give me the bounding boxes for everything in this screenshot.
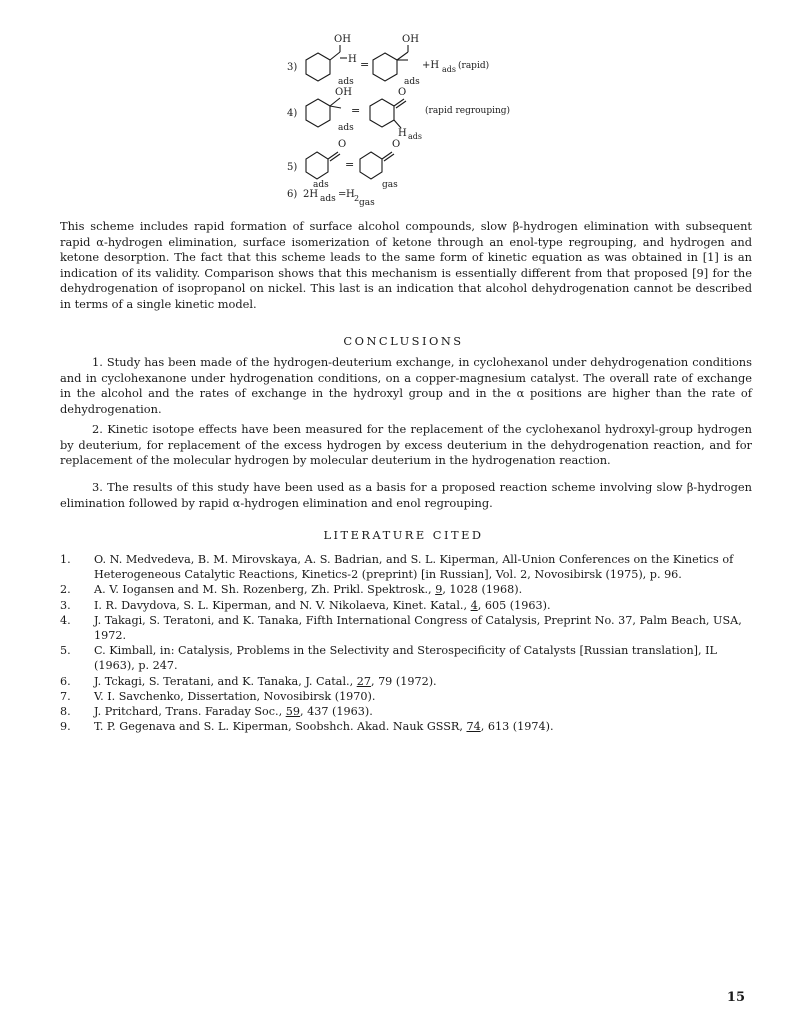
- hydrogen-label: 2H: [303, 189, 319, 200]
- oxygen-label: O: [392, 139, 401, 150]
- equals-sign: =: [351, 104, 361, 117]
- reference-item: [60, 674, 752, 689]
- cyclohexane-ring: [373, 53, 397, 81]
- reference-item: [60, 613, 752, 643]
- reaction-note: (rapid): [458, 61, 490, 71]
- volume-number: 59: [285, 705, 300, 719]
- reference-number: 6.: [60, 674, 71, 688]
- reference-text: J. Takagi, S. Teratoni, and K. Tanaka, Fifth International Congress of Catalysis, Preprint No. 37, Palm Beach, USA, 1972.: [94, 613, 742, 643]
- plus-hydrogen: +H: [422, 60, 440, 71]
- oxygen-label: O: [338, 139, 347, 150]
- conclusions-heading: CONCLUSIONS: [343, 334, 464, 348]
- volume-number: 4: [470, 598, 478, 612]
- reference-text: A. V. Iogansen and M. Sh. Rozenberg, Zh. Prikl. Spektrosk., 9, 1028 (1968).: [94, 583, 523, 597]
- reference-number: 4.: [60, 613, 71, 627]
- reaction-number: 6): [287, 189, 298, 200]
- cyclohexane-ring: [360, 152, 382, 179]
- volume-number: 27: [356, 674, 371, 688]
- ads-subscript: ads: [408, 132, 422, 141]
- reference-text: J. Pritchard, Trans. Faraday Soc., 59, 437 (1963).: [94, 705, 373, 719]
- hydrogen-label: H: [348, 54, 357, 65]
- hydroxyl-label: OH: [334, 34, 351, 45]
- volume-number: 9: [435, 583, 443, 597]
- reference-number: 3.: [60, 598, 71, 612]
- hydrogen-label: H: [398, 128, 407, 139]
- reference-item: [60, 598, 752, 613]
- cyclohexane-ring: [370, 99, 394, 127]
- equals-sign: =: [345, 158, 355, 171]
- gas-subscript: gas: [382, 180, 398, 190]
- ads-subscript: ads: [404, 77, 420, 87]
- equals-sign: =: [338, 189, 347, 200]
- reaction-note: (rapid regrouping): [425, 106, 511, 116]
- reference-text: C. Kimball, in: Catalysis, Problems in the Selectivity and Sterospecificity of Catalysts [Russian translation], IL (1963), p. 247.: [94, 644, 717, 673]
- reaction-number: 4): [287, 108, 298, 119]
- equals-sign: =: [360, 58, 370, 71]
- reference-number: 5.: [60, 644, 71, 658]
- volume-number: 74: [466, 720, 481, 734]
- gas-subscript: gas: [359, 198, 375, 208]
- reaction-scheme: [0, 0, 807, 215]
- body-paragraph: This scheme includes rapid formation of surface alcohol compounds, slow β-hydrogen elimination with subsequent rapid α-hydrogen elimination, surface isomerization of ketone through an enol-type regrouping, and hydrogen and ketone desorption. The fact that this scheme leads to the same form of kinetic equation as was obtained in [1] is an indication of its validity. Comparison shows that this mechanism is essentially different from that proposed [9] for the dehydrogenation of isopropanol on nickel. This last is an indication that alcohol dehydrogenation cannot be described in terms of a single kinetic model.: [60, 219, 752, 311]
- reference-text: T. P. Gegenava and S. L. Kiperman, Soobshch. Akad. Nauk GSSR, 74, 613 (1974).: [94, 720, 554, 734]
- cyclohexane-ring: [306, 99, 330, 127]
- reaction-number: 3): [287, 62, 298, 73]
- reference-number: 2.: [60, 583, 71, 597]
- reference-text: J. Tckagi, S. Teratani, and K. Tanaka, J. Catal., 27, 79 (1972).: [94, 674, 437, 688]
- reference-item: [60, 552, 752, 582]
- cyclohexane-ring: [306, 152, 328, 179]
- reference-number: 7.: [60, 689, 71, 703]
- ads-subscript: ads: [442, 65, 456, 74]
- ads-subscript: ads: [338, 123, 354, 133]
- cyclohexane-ring: [306, 53, 330, 81]
- reference-text: I. R. Davydova, S. L. Kiperman, and N. V. Nikolaeva, Kinet. Katal., 4, 605 (1963).: [94, 598, 551, 612]
- reference-number: 1.: [60, 553, 71, 566]
- reference-list: [60, 552, 752, 734]
- reaction-number: 5): [287, 162, 298, 173]
- reference-text: V. I. Savchenko, Dissertation, Novosibirsk (1970).: [94, 689, 376, 703]
- reference-item: [60, 582, 752, 597]
- reference-number: 8.: [60, 705, 71, 719]
- hydroxyl-label: OH: [402, 34, 419, 45]
- conclusion-paragraph: 1. Study has been made of the hydrogen-deuterium exchange, in cyclohexanol under dehydrogenation conditions and in cyclohexanone under hydrogenation conditions, on a copper-magnesium catalyst. The overall rate of exchange in the alcohol and the rates of exchange in the hydroxyl group and in the α positions are higher than the rate of dehydrogenation.: [60, 355, 752, 416]
- subscript-two: 2: [354, 194, 360, 203]
- ads-subscript: ads: [320, 194, 336, 204]
- reference-item: [60, 689, 752, 704]
- literature-heading: LITERATURE CITED: [323, 528, 484, 542]
- ads-subscript: ads: [338, 77, 354, 87]
- reference-text: O. N. Medvedeva, B. M. Mirovskaya, A. S. Badrian, and S. L. Kiperman, All-Union Conferences on the Kinetics of Heterogeneous Catalytic Reactions, Kinetics-2 (preprint) [in Russian], Vol. 2, Novosibirsk (1975), p. 96.: [94, 553, 734, 582]
- reference-item: [60, 719, 752, 734]
- reference-number: 9.: [60, 720, 71, 734]
- conclusion-paragraph: 2. Kinetic isotope effects have been measured for the replacement of the cyclohexanol hydroxyl-group hydrogen by deuterium, for replacement of the excess hydrogen by excess deuterium in the dehydrogenation reaction, and for replacement of the molecular hydrogen by molecular deuterium in the hydrogenation reaction.: [60, 422, 752, 468]
- page-number: 15: [726, 990, 745, 1005]
- oxygen-label: O: [398, 87, 407, 98]
- ads-subscript: ads: [313, 180, 329, 190]
- reference-item: [60, 704, 752, 719]
- reference-item: [60, 643, 752, 673]
- hydroxyl-label: OH: [335, 87, 352, 98]
- conclusion-paragraph: 3. The results of this study have been used as a basis for a proposed reaction scheme involving slow β-hydrogen elimination followed by rapid α-hydrogen elimination and enol regrouping.: [60, 480, 752, 510]
- hydrogen-label: H: [346, 189, 355, 200]
